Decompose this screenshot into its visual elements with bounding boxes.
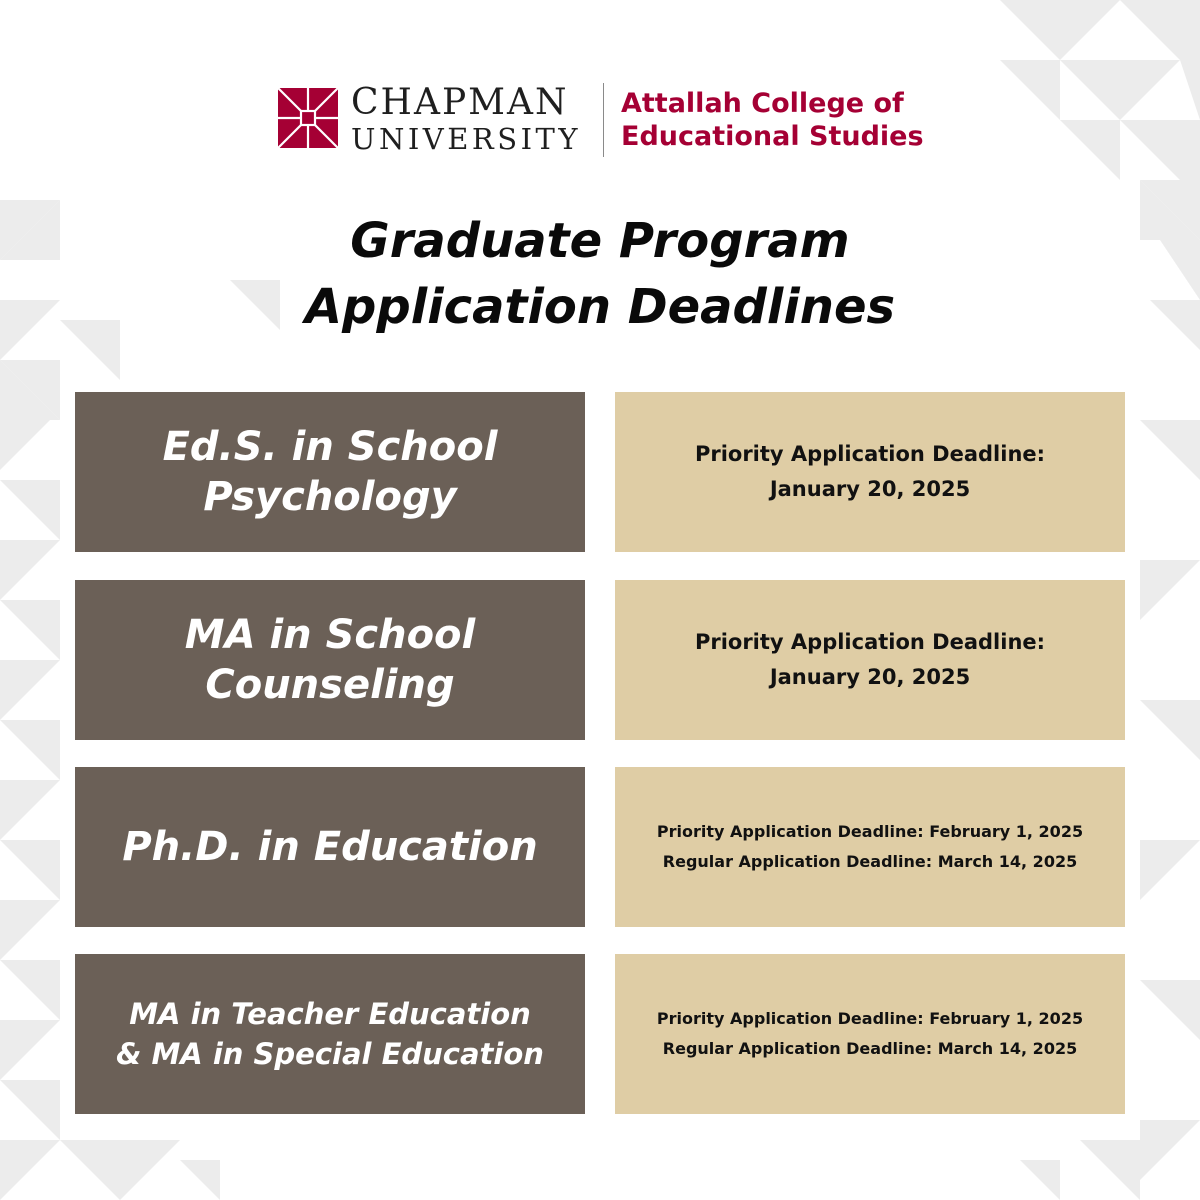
deadline-line2: January 20, 2025	[769, 477, 971, 501]
program-name-line2: & MA in Special Education	[116, 1037, 544, 1071]
deadline-line2: Regular Application Deadline: March 14, 2025	[662, 852, 1078, 871]
program-ma-teacher-special-education	[75, 954, 585, 1114]
deadline-ma-teacher-special-education	[615, 954, 1125, 1114]
program-name-line1: Ph.D. in Education	[122, 824, 538, 870]
deadline-eds-school-psychology	[615, 392, 1125, 552]
program-eds-school-psychology	[75, 392, 585, 552]
college-name-line2: Educational Studies	[621, 121, 924, 152]
deadline-phd-education	[615, 767, 1125, 927]
page-title	[0, 208, 1200, 340]
program-name-line1: MA in Teacher Education	[129, 997, 531, 1031]
deadline-line1: Priority Application Deadline: February 1, 2025	[656, 1009, 1084, 1028]
university-logo	[278, 83, 928, 159]
university-wordmark	[351, 82, 582, 156]
chapman-window-icon	[278, 88, 338, 148]
college-name	[621, 87, 924, 153]
deadline-line1: Priority Application Deadline:	[694, 630, 1046, 654]
deadline-ma-school-counseling	[615, 580, 1125, 740]
college-name-line1: Attallah College of	[621, 88, 904, 119]
program-phd-education	[75, 767, 585, 927]
program-name-line1: Ed.S. in School	[162, 424, 498, 470]
program-name-line1: MA in School	[184, 612, 476, 658]
deadline-line2: Regular Application Deadline: March 14, 2025	[662, 1039, 1078, 1058]
deadline-line1: Priority Application Deadline: February 1, 2025	[656, 822, 1084, 841]
deadline-line1: Priority Application Deadline:	[694, 442, 1046, 466]
program-name-line2: Psychology	[203, 474, 457, 520]
deadline-line2: January 20, 2025	[769, 665, 971, 689]
page-title-line1: Graduate Program	[350, 213, 850, 269]
logo-divider	[603, 83, 604, 157]
program-ma-school-counseling	[75, 580, 585, 740]
university-name: CHAPMAN	[351, 82, 569, 123]
university-subname: UNIVERSITY	[351, 122, 582, 156]
page-title-line2: Application Deadlines	[304, 279, 896, 335]
program-name-line2: Counseling	[205, 662, 455, 708]
